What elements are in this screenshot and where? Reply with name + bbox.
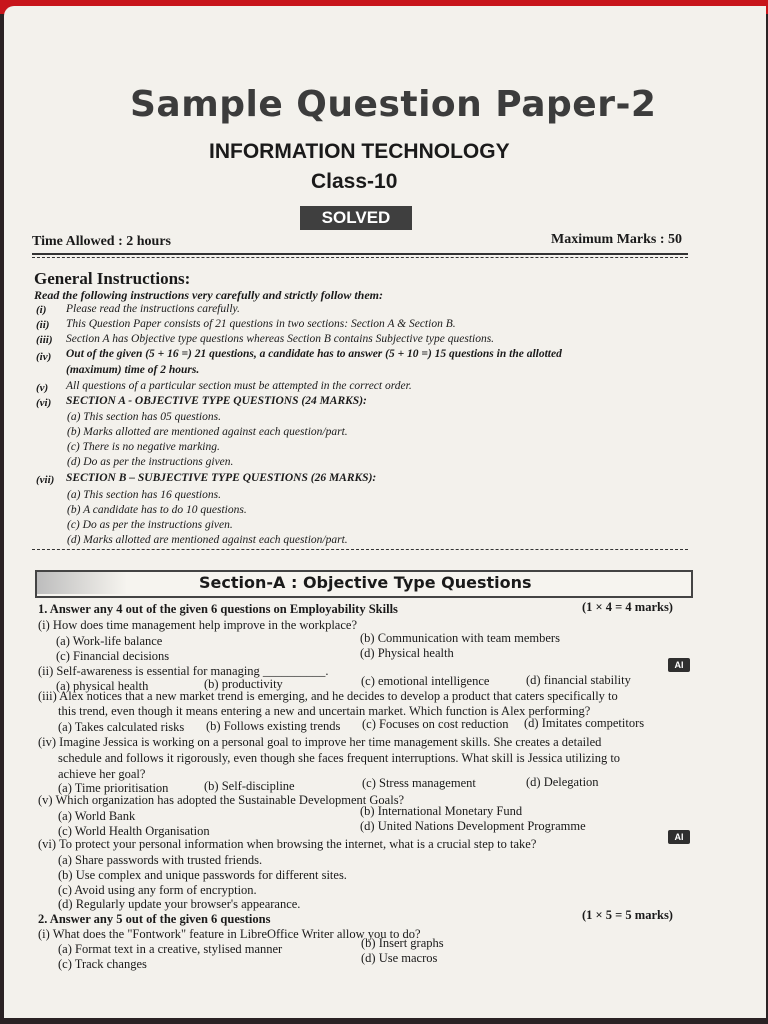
instruction-number: (vi) (36, 397, 52, 409)
instruction-item: Please read the instructions carefully. (66, 303, 240, 315)
option: (c) World Health Organisation (58, 824, 210, 838)
question-text: (ii) Self-awareness is essential for managing __________. (38, 664, 329, 678)
instruction-item: Section A has Objective type questions whereas Section B contains Subjective type questions. (66, 333, 495, 345)
subject-heading: INFORMATION TECHNOLOGY (209, 140, 510, 163)
paper-title: Sample Question Paper-2 (130, 84, 657, 125)
instruction-number: (ii) (36, 319, 50, 331)
page-sheet (4, 6, 766, 1022)
instruction-number: (vii) (36, 474, 55, 486)
instructions-lead: Read the following instructions very carefully and strictly follow them: (34, 288, 384, 302)
section-b-note: (b) A candidate has to do 10 questions. (67, 504, 247, 516)
ai-badge-icon: AI (668, 830, 690, 844)
option: (d) United Nations Development Programme (360, 819, 586, 833)
option: (d) Delegation (526, 775, 599, 789)
instruction-item-continued: (maximum) time of 2 hours. (66, 364, 200, 376)
header-rule (32, 253, 688, 255)
question-text: (iv) Imagine Jessica is working on a personal goal to improve her time management skills. She creates a detailed (38, 735, 602, 749)
section-b-note: (a) This section has 16 questions. (67, 489, 221, 501)
question-text: (i) What does the "Fontwork" feature in LibreOffice Writer allow you to do? (38, 927, 421, 941)
option: (b) International Monetary Fund (360, 804, 523, 818)
question-text-continued: schedule and follows it rigorously, even though she faces frequent interruptions. What skill is Jessica utilizing to (58, 751, 621, 765)
maximum-marks: Maximum Marks : 50 (551, 232, 683, 247)
question-text: (vi) To protect your personal information when browsing the internet, what is a crucial step to take? (38, 837, 537, 851)
option: (a) physical health (56, 679, 149, 693)
option: (a) Time prioritisation (58, 781, 169, 795)
option: (b) productivity (204, 677, 283, 691)
section-b-note: (c) Do as per the instructions given. (67, 519, 233, 531)
option: (c) emotional intelligence (361, 674, 490, 688)
question-2-heading: 2. Answer any 5 out of the given 6 questions (38, 912, 271, 926)
section-a-note: (a) This section has 05 questions. (67, 411, 221, 423)
instruction-item: This Question Paper consists of 21 questions in two sections: Section A & Section B. (66, 318, 456, 330)
question-text: (v) Which organization has adopted the Sustainable Development Goals? (38, 793, 405, 807)
option: (d) Use macros (361, 951, 438, 965)
instruction-item: Out of the given (5 + 16 =) 21 questions, a candidate has to answer (5 + 10 =) 15 questions in the allotted (66, 348, 562, 360)
section-b-note: (d) Marks allotted are mentioned against each question/part. (67, 534, 348, 546)
question-2-marks: (1 × 5 = 5 marks) (582, 908, 673, 922)
option: (b) Follows existing trends (206, 719, 341, 733)
instruction-item: All questions of a particular section must be attempted in the correct order. (66, 380, 412, 392)
option: (a) Format text in a creative, stylised manner (58, 942, 283, 956)
option: (a) World Bank (58, 809, 136, 823)
instruction-number: (v) (36, 382, 49, 394)
ai-badge-icon: AI (668, 658, 690, 672)
section-a-note: (d) Do as per the instructions given. (67, 456, 234, 468)
class-heading: Class-10 (311, 170, 398, 193)
question-text-continued: this trend, even though it means entering a new and uncertain market. Which function is Alex performing? (58, 704, 591, 718)
option: (c) Financial decisions (56, 649, 170, 663)
option: (c) Focuses on cost reduction (362, 717, 509, 731)
question-text-continued: achieve her goal? (58, 767, 146, 781)
solved-badge: SOLVED (300, 206, 412, 230)
option: (b) Insert graphs (361, 936, 444, 950)
question-text: (i) How does time management help improve in the workplace? (38, 618, 357, 632)
section-a-note: (c) There is no negative marking. (67, 441, 220, 453)
section-b-instruction-heading: SECTION B – SUBJECTIVE TYPE QUESTIONS (26 MARKS): (66, 472, 377, 484)
option: (c) Stress management (362, 776, 476, 790)
section-a-title: Section-A : Objective Type Questions (199, 573, 532, 592)
time-allowed: Time Allowed : 2 hours (32, 234, 171, 249)
question-1-marks: (1 × 4 = 4 marks) (582, 600, 673, 614)
option: (a) Takes calculated risks (58, 720, 185, 734)
question-text: (iii) Alex notices that a new market trend is emerging, and he decides to develop a product that caters specifically to (38, 689, 618, 703)
instructions-end-rule (32, 549, 688, 550)
option: (a) Share passwords with trusted friends. (58, 853, 263, 867)
option: (d) financial stability (526, 673, 631, 687)
general-instructions-title: General Instructions: (34, 269, 191, 288)
section-a-note: (b) Marks allotted are mentioned against each question/part. (67, 426, 348, 438)
header-dashed-rule (32, 257, 688, 258)
option: (a) Work-life balance (56, 634, 163, 648)
bottom-shadow (0, 1018, 768, 1024)
option: (c) Track changes (58, 957, 147, 971)
section-a-instruction-heading: SECTION A - OBJECTIVE TYPE QUESTIONS (24 MARKS): (66, 395, 367, 407)
option: (b) Use complex and unique passwords for different sites. (58, 868, 347, 882)
instruction-number: (iii) (36, 334, 53, 346)
option: (b) Self-discipline (204, 779, 295, 793)
option: (d) Regularly update your browser's appearance. (58, 897, 301, 911)
option: (d) Physical health (360, 646, 454, 660)
instruction-number: (iv) (36, 351, 52, 363)
question-1-heading: 1. Answer any 4 out of the given 6 questions on Employability Skills (38, 602, 398, 616)
option: (d) Imitates competitors (524, 716, 645, 730)
instruction-number: (i) (36, 304, 47, 316)
option: (c) Avoid using any form of encryption. (58, 883, 257, 897)
option: (b) Communication with team members (360, 631, 560, 645)
section-a-banner-shade (37, 572, 127, 594)
